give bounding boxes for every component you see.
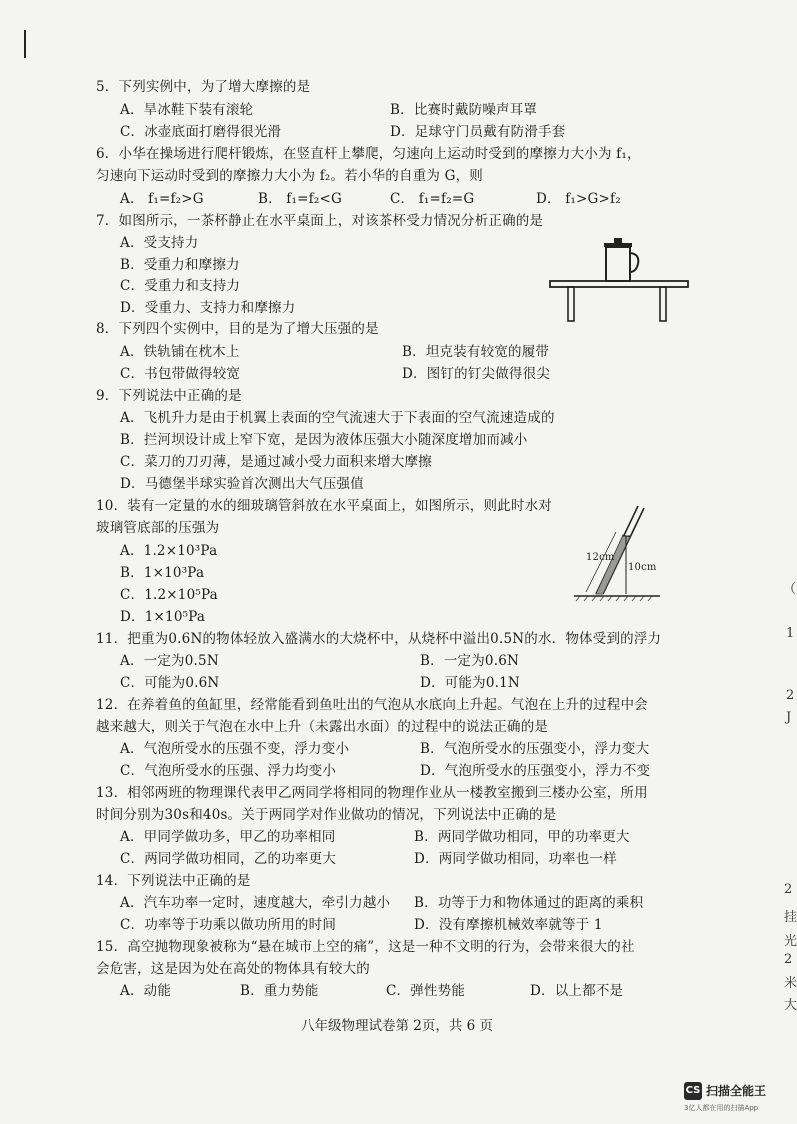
q10-option-b: B．1×10³Pa — [120, 565, 205, 581]
q6-option-b: B． f₁=f₂<G — [258, 191, 342, 207]
margin-fragment: 挂 — [784, 910, 797, 925]
q15-option-c: C．弹性势能 — [386, 983, 466, 999]
scan-edge-mark — [24, 30, 26, 58]
scanner-watermark — [684, 1080, 784, 1116]
q10-option-a: A．1.2×10³Pa — [120, 543, 218, 559]
q6-stem-line2: 匀速向下运动时受到的摩擦力大小为 f₂。若小华的自重为 G，则 — [96, 168, 483, 184]
q12-stem-line2: 越来越大，则关于气泡在水中上升（未露出水面）的过程中的说法正确的是 — [96, 719, 549, 735]
q13-option-b: B．两同学做功相同，甲的功率更大 — [414, 829, 630, 845]
margin-fragment: 米 — [784, 976, 797, 991]
q12-option-d: D．气泡所受水的压强变小，浮力不变 — [420, 763, 651, 779]
q7-stem: 7．如图所示，一茶杯静止在水平桌面上，对该茶杯受力情况分析正确的是 — [96, 213, 544, 229]
q9-stem: 9．下列说法中正确的是 — [96, 388, 242, 404]
q8-option-b: B．坦克装有较宽的履带 — [402, 344, 550, 360]
q7-option-d: D．受重力、支持力和摩擦力 — [120, 300, 296, 316]
q9-option-d: D．马德堡半球实验首次测出大气压强值 — [120, 476, 364, 492]
q9-option-c: C．菜刀的刀刃薄，是通过减小受力面积来增大摩擦 — [120, 454, 432, 470]
q13-option-a: A．甲同学做功多，甲乙的功率相同 — [120, 829, 336, 845]
q11-option-c: C．可能为0.6N — [120, 675, 220, 691]
q7-option-c: C．受重力和支持力 — [120, 278, 241, 294]
q12-stem-line1: 12．在养着鱼的鱼缸里，经常能看到鱼吐出的气泡从水底向上升起。气泡在上升的过程中会 — [96, 697, 648, 713]
q14-option-a: A．汽车功率一定时，速度越大，牵引力越小 — [120, 895, 391, 911]
q6-option-a: A． f₁=f₂>G — [120, 191, 204, 207]
q10-stem-line1: 10．装有一定量的水的细玻璃管斜放在水平桌面上，如图所示，则此时水对 — [96, 498, 552, 514]
margin-fragment: 大 — [784, 998, 797, 1013]
q15-stem-line2: 会危害，这是因为处在高处的物体具有较大的 — [96, 961, 370, 977]
watermark-name: 扫描全能王 — [706, 1084, 767, 1098]
q6-stem-line1: 6．小华在操场进行爬杆锻炼，在竖直杆上攀爬，匀速向上运动时受到的摩擦力大小为 f₁， — [96, 146, 641, 162]
q5-option-a: A．旱冰鞋下装有滚轮 — [120, 102, 254, 118]
q15-option-d: D．以上都不是 — [530, 983, 624, 999]
q12-option-c: C．气泡所受水的压强、浮力均变小 — [120, 763, 337, 779]
q11-option-a: A．一定为0.5N — [120, 653, 219, 669]
q6-option-c: C． f₁=f₂=G — [390, 191, 475, 207]
margin-fragment: 1 — [786, 626, 795, 641]
page-footer: 八年级物理试卷第 2页，共 6 页 — [300, 1018, 494, 1034]
q10-stem-line2: 玻璃管底部的压强为 — [96, 520, 220, 536]
q9-option-b: B．拦河坝设计成上窄下宽，是因为液体压强大小随深度增加而减小 — [120, 432, 528, 448]
q7-option-b: B．受重力和摩擦力 — [120, 257, 240, 273]
q10-option-d: D．1×10⁵Pa — [120, 609, 206, 625]
q14-option-b: B．功等于力和物体通过的距离的乘积 — [414, 895, 644, 911]
q5-option-c: C．冰壶底面打磨得很光滑 — [120, 124, 282, 140]
q14-option-c: C．功率等于功乘以做功所用的时间 — [120, 917, 337, 933]
q8-option-d: D．图钉的钉尖做得很尖 — [402, 366, 551, 382]
q9-option-a: A．飞机升力是由于机翼上表面的空气流速大于下表面的空气流速造成的 — [120, 410, 555, 426]
q11-option-b: B．一定为0.6N — [420, 653, 520, 669]
q14-option-d: D．没有摩擦机械效率就等于 1 — [414, 917, 603, 933]
q13-stem-line1: 13．相邻两班的物理课代表甲乙两同学将相同的物理作业从一楼教室搬到三楼办公室，所用 — [96, 785, 648, 801]
q11-option-d: D．可能为0.1N — [420, 675, 520, 691]
q5-stem: 5．下列实例中，为了增大摩擦的是 — [96, 79, 311, 95]
q13-option-d: D．两同学做功相同，功率也一样 — [414, 851, 617, 867]
q15-stem-line1: 15．高空抛物现象被称为“悬在城市上空的痛”，这是一种不文明的行为，会带来很大的社 — [96, 939, 635, 955]
camscanner-logo-icon: CS — [684, 1082, 702, 1100]
q13-stem-line2: 时间分别为30s和40s。关于两同学对作业做功的情况，下列说法中正确的是 — [96, 807, 557, 823]
teacup-on-table-figure — [548, 234, 690, 324]
tube-slant-length-label: 12cm — [586, 552, 615, 563]
watermark-subtitle: 3亿人都在用的扫描App — [684, 1104, 759, 1112]
q8-option-a: A．铁轨铺在枕木上 — [120, 344, 240, 360]
q12-option-b: B．气泡所受水的压强变小，浮力变大 — [420, 741, 650, 757]
margin-fragment: 2 — [784, 882, 793, 897]
q10-option-c: C．1.2×10⁵Pa — [120, 587, 218, 603]
margin-fragment: 2 — [786, 688, 795, 703]
margin-fragment: 2 — [784, 952, 793, 967]
margin-fragment: J — [786, 710, 792, 725]
q7-option-a: A．受支持力 — [120, 235, 199, 251]
q8-option-c: C．书包带做得较宽 — [120, 366, 241, 382]
q11-stem: 11．把重为0.6N的物体轻放入盛满水的大烧杯中，从烧杯中溢出0.5N的水．物体受到的浮力 — [96, 631, 662, 647]
q13-option-c: C．两同学做功相同，乙的功率更大 — [120, 851, 337, 867]
tube-height-label: 10cm — [628, 562, 657, 573]
q14-stem: 14．下列说法中正确的是 — [96, 873, 251, 889]
margin-fragment: （ — [783, 582, 797, 597]
q15-option-a: A．动能 — [120, 983, 172, 999]
q8-stem: 8．下列四个实例中，目的是为了增大压强的是 — [96, 321, 379, 337]
q5-option-d: D．足球守门员戴有防滑手套 — [390, 124, 566, 140]
q15-option-b: B．重力势能 — [240, 983, 319, 999]
q6-option-d: D． f₁>G>f₂ — [536, 191, 621, 207]
q12-option-a: A．气泡所受水的压强不变，浮力变小 — [120, 741, 350, 757]
margin-fragment: 光 — [784, 934, 797, 949]
q5-option-b: B．比赛时戴防噪声耳罩 — [390, 102, 538, 118]
